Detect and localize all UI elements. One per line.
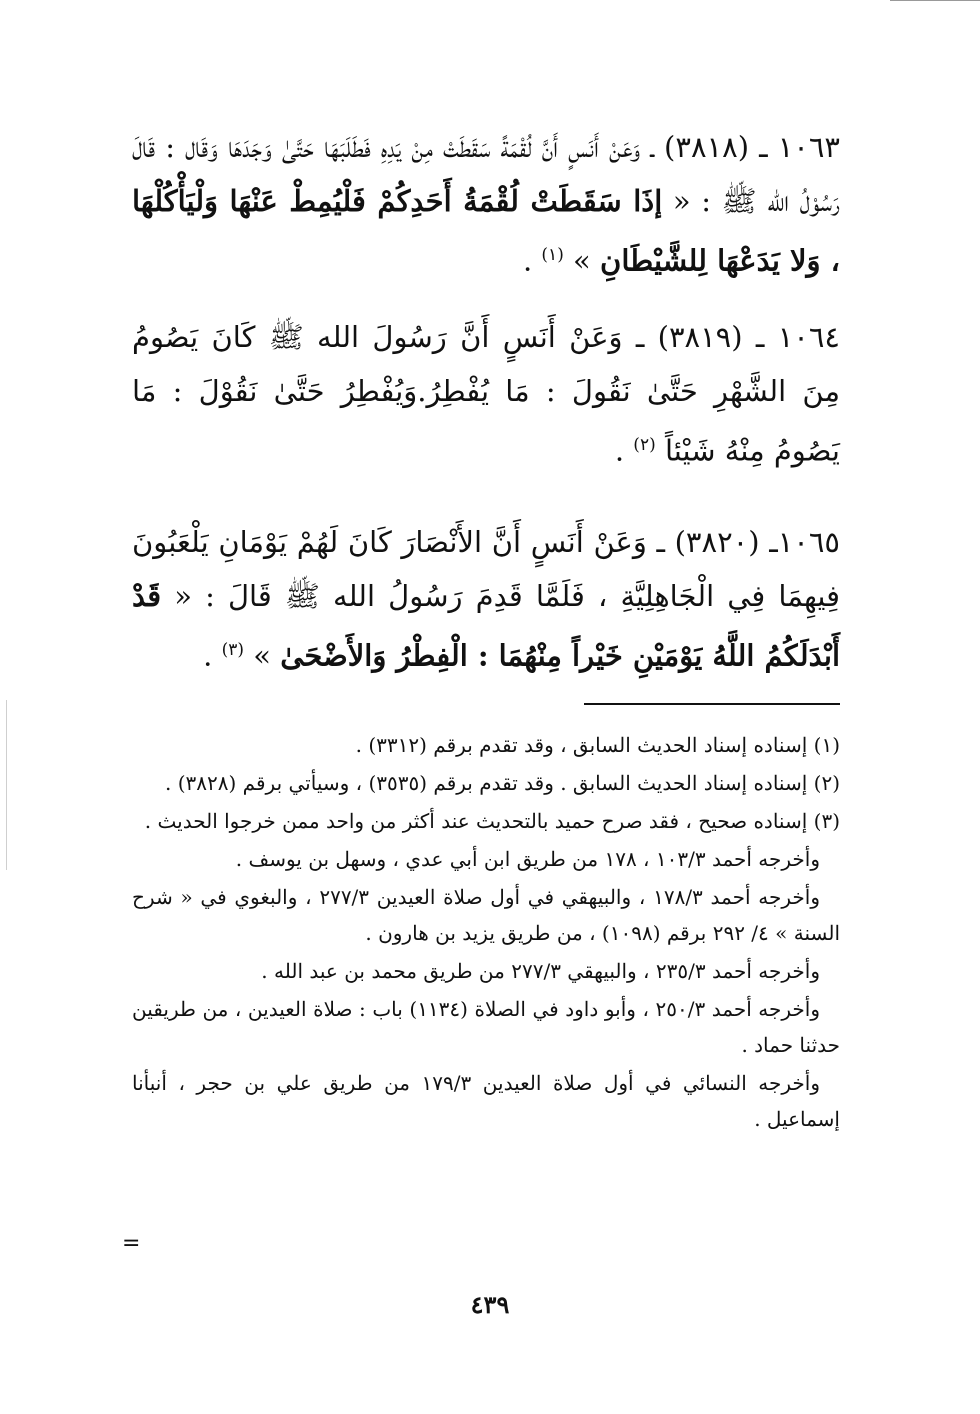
top-edge-rule [890,0,980,1]
hadith-quote: إذَا سَقَطَتْ لُقْمَةُ أَحَدِكُمْ فَلْيُمِطْ عَنْهَا وَلْيَأْكُلْهَا ، وَلا يَدَعْهَا لِلشَّيْطَانِ [132,184,840,278]
hadith-text: ١٠٦٤ ـ (٣٨١٩) ـ وَعَنْ أَنَسٍ أَنَّ رَسُولَ الله ﷺ كَانَ يَصُومُ مِنَ الشَّهْرِ حَتَّىٰ نَقُولَ : مَا يُفْطِرُ.وَيُفْطِرُ حَتَّىٰ نَقُوْلَ : مَا يَصُومُ مِنْهُ شَيْئاً [132,319,841,468]
main-text [132,120,840,705]
footnote-ref-2[interactable]: (٢) [633,434,656,455]
footnote-source: وأخرجه أحمد ١٧٨/٣ ، والبيهقي في أول صلاة العيدين ٢٧٧/٣ ، والبغوي في « شرح السنة » ٤/ ٢٩٢ برقم (١٠٩٨) ، من طريق يزيد بن هارون . [132,885,840,945]
hadith-quote: قَدْ أَبْدَلَكُمُ اللَّهُ يَوْمَيْنِ خَيْراً مِنْهُمَا : الْفِطْرُ وَالأَضْحَىٰ [132,579,840,673]
hadith-1063 [132,120,840,288]
footnote-source: وأخرجه النسائي في أول صلاة العيدين ١٧٩/٣ من طريق علي بن حجر ، أنبأنا إسماعيل . [132,1071,840,1131]
footnote-source: وأخرجه أحمد ٢٣٥/٣ ، والبيهقي ٢٧٧/٣ من طريق محمد بن عبد الله . [261,959,820,983]
footnote-separator [584,703,840,705]
hadith-end: . [203,638,222,673]
hadith-quote-close: » [253,638,271,673]
footnotes [132,727,840,1139]
footnote-ref-3[interactable]: (٣) [221,640,245,661]
scan-edge-mark [6,700,7,870]
hadith-quote-close: » [573,243,591,278]
hadith-text: ١٠٦٥ـ (٣٨٢٠) ـ وَعَنْ أَنَسٍ أَنَّ الأَنْصَارَ كَانَ لَهُمْ يَوْمَانِ يَلْعَبُونَ فِيهِمَا فِي الْجَاهِلِيَّةِ ، فَلَمَّا قَدِمَ رَسُولُ الله ﷺ قَالَ : « [132,525,840,614]
hadith-end: . [522,243,542,278]
footnote-source: وأخرجه أحمد ١٠٣/٣ ، ١٧٨ من طريق ابن أبي عدي ، وسهل بن يوسف . [235,847,820,871]
footnote-1: (١) إسناده إسناد الحديث السابق ، وقد تقدم برقم (٣٣١٢) . [355,733,840,757]
hadith-end: . [614,433,634,468]
footnote-3: (٣) إسناده صحيح ، فقد صرح حميد بالتحديث عند أكثر من واحد ممن خرجوا الحديث . [144,809,840,833]
hadith-1065 [132,515,840,683]
page-number: ٤٣٩ [470,1290,510,1319]
hadith-1064 [132,310,840,478]
continuation-mark: = [122,1231,141,1256]
hadith-text: ١٠٦٣ ـ (٣٨١٨) ـ وَعَنْ أَنَسٍ أَنَّ لُقْمَةً سَقَطَتْ مِنْ يَدِهِ فَطَلَبَهَا حَتَّىٰ وَجَدَهَا وَقَال : قَالَ رَسُوْلُ الله ﷺ : « [132,130,841,218]
footnote-2: (٢) إسناده إسناد الحديث السابق . وقد تقدم برقم (٣٥٣٥) ، وسيأتي برقم (٣٨٢٨) . [165,771,840,795]
footnote-source: وأخرجه أحمد ٢٥٠/٣ ، وأبو داود في الصلاة (١١٣٤) باب : صلاة العيدين ، من طريقين حدثنا حماد . [132,997,840,1057]
footnote-ref-1[interactable]: (١) [541,245,564,265]
